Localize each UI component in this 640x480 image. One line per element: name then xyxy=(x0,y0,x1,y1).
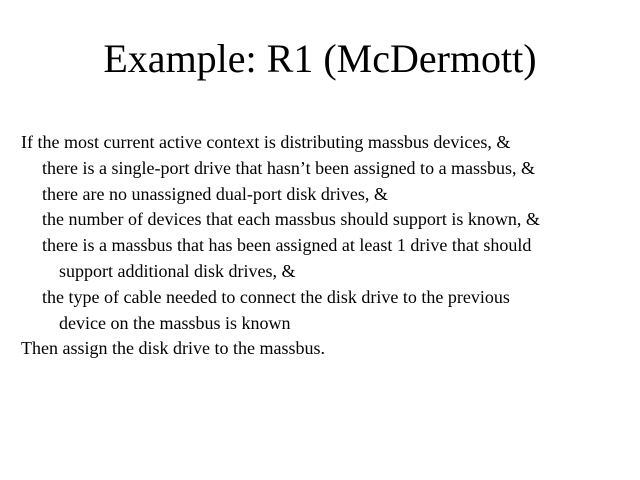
slide-title: Example: R1 (McDermott) xyxy=(103,36,537,81)
rule-condition-line: there is a single-port drive that hasn’t been assigned to a massbus, & xyxy=(42,157,536,178)
rule-condition-line: the type of cable needed to connect the disk drive to the previous xyxy=(42,286,510,307)
rule-text-block xyxy=(21,130,633,362)
rule-if-line: If the most current active context is distributing massbus devices, & xyxy=(21,132,511,152)
rule-condition-line: there is a massbus that has been assigned at least 1 drive that should xyxy=(42,235,532,256)
rule-condition-continuation: support additional disk drives, & xyxy=(59,260,296,281)
rule-condition-line: the number of devices that each massbus should support is known, & xyxy=(42,209,540,230)
rule-condition-line: there are no unassigned dual-port disk drives, & xyxy=(42,183,388,204)
rule-then-line: Then assign the disk drive to the massbus. xyxy=(21,338,325,359)
rule-condition-continuation: device on the massbus is known xyxy=(59,312,291,333)
